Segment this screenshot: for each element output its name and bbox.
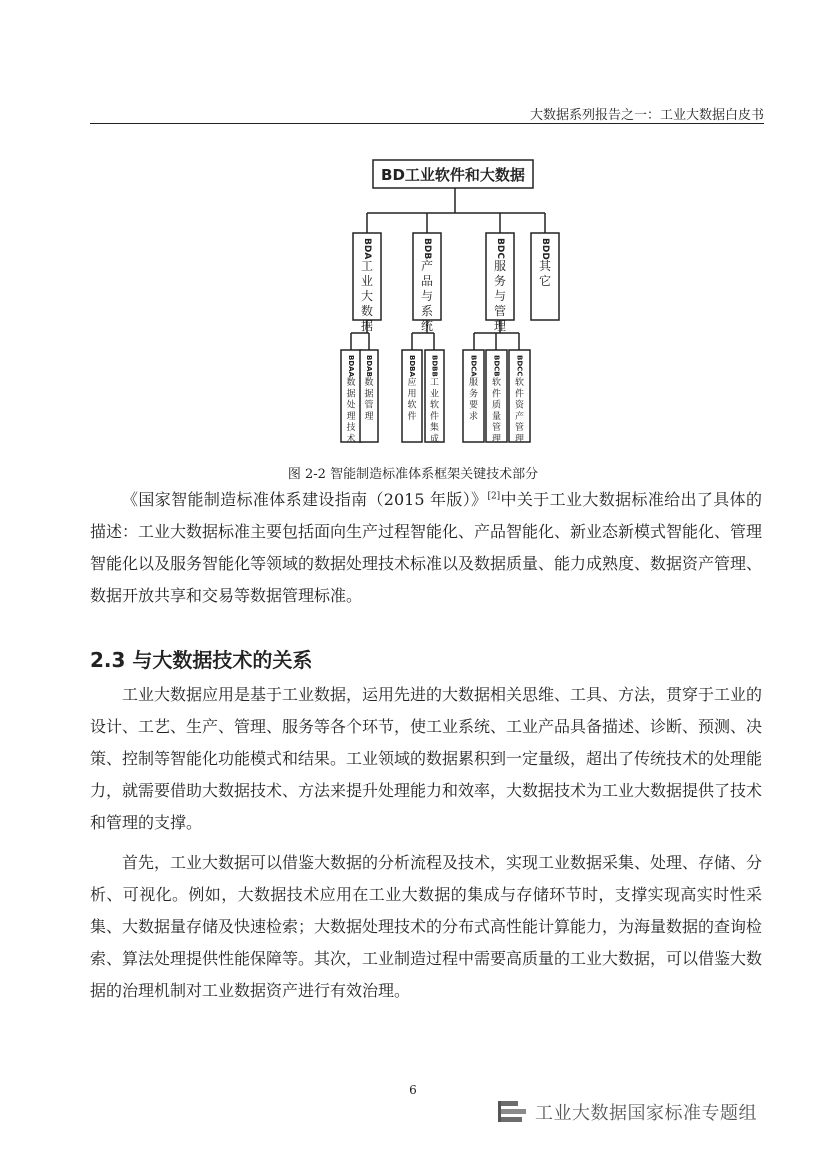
level2-node-bdca-label-char: 务 <box>468 389 479 400</box>
level1-node-bdb-label-char: 统 <box>420 319 434 334</box>
level1-node-bdb <box>413 233 441 333</box>
level2-node-bdba-code: BDBA <box>408 355 416 377</box>
level1-node-bdc-label-char: 与 <box>493 289 507 304</box>
level2-node-bdab-code: BDAB <box>365 355 373 377</box>
level2-node-bdaa-label-char: 技 <box>346 423 356 434</box>
level1-node-bda-label-char: 业 <box>360 274 374 289</box>
level2-node-bdbb-label-char: 业 <box>429 389 440 400</box>
level2-node-bdbb-label-char: 件 <box>429 411 440 422</box>
level2-node-bdab-label-char: 据 <box>364 389 374 400</box>
level2-node-bdaa-label-char: 处 <box>346 400 356 411</box>
level2-node-bdbb-label-char: 集 <box>429 423 440 434</box>
level2-node-bdca-label-char: 要 <box>468 400 479 411</box>
level2-node-bdbb-label-char: 成 <box>429 434 440 445</box>
level2-node-bdcb <box>486 350 507 444</box>
level2-node-bdab <box>360 350 378 442</box>
level1-node-bda-label-char: 据 <box>360 319 374 334</box>
level2-node-bdcb-code: BDCB <box>492 355 501 377</box>
level1-node-bda-label-char: 数 <box>360 304 374 319</box>
level2-node-bdba <box>402 350 422 442</box>
level2-node-bdba-label-char: 软 <box>407 400 417 411</box>
level2-node-bdcb-label-char: 件 <box>491 389 502 400</box>
level2-node-bdaa-label-char: 数 <box>346 378 356 389</box>
level1-node-bda-label-char: 大 <box>360 289 374 304</box>
level2-node-bdcc-label-char: 资 <box>514 400 525 411</box>
level2-node-bdba-label-char: 用 <box>407 389 417 400</box>
level2-node-bdcb-label-char: 量 <box>491 411 502 422</box>
level1-node-bdc-label-char: 服 <box>493 259 507 274</box>
level1-node-bdb-label-char: 与 <box>420 289 434 304</box>
level2-node-bdbb-code: BDBB <box>430 355 439 377</box>
level2-node-bdcc-label-char: 产 <box>514 411 525 422</box>
footer-brand <box>497 1096 757 1128</box>
level2-node-bdab-label-char: 管 <box>364 400 374 411</box>
level1-node-bdd <box>531 233 559 320</box>
level2-node-bdca <box>463 350 484 442</box>
level1-node-bdc-label-char: 管 <box>493 304 507 319</box>
level2-node-bdbb <box>425 350 444 444</box>
level1-node-bdc-label-char: 理 <box>493 319 507 334</box>
level2-node-bdaa-label-char: 术 <box>346 434 356 445</box>
reference-marker: [2] <box>487 491 501 502</box>
paragraph-standards-guide <box>90 484 762 612</box>
level1-node-bda <box>353 233 381 333</box>
level2-node-bdcb-label-char: 软 <box>491 378 502 389</box>
level1-node-bdb-code: BDB <box>422 238 432 260</box>
figure-caption: 图 2-2 智能制造标准体系框架关键技术部分 <box>287 467 539 482</box>
level1-node-bdb-label-char: 产 <box>420 259 434 274</box>
diagram-level2-nodes <box>341 350 530 444</box>
level2-node-bdcc-label-char: 软 <box>514 378 525 389</box>
level1-node-bdd-code: BDD <box>540 238 550 260</box>
section-heading: 2.3 与大数据技术的关系 <box>90 648 313 672</box>
header-title: 大数据系列报告之一：工业大数据白皮书 <box>529 108 764 123</box>
footer-brand-text: 工业大数据国家标准专题组 <box>535 1103 757 1124</box>
level2-node-bdcc <box>509 350 530 444</box>
level2-node-bdbb-label-char: 软 <box>429 400 440 411</box>
paragraph-analysis: 首先，工业大数据可以借鉴大数据的分析流程及技术，实现工业数据采集、处理、存储、分析、可视化。例如，大数据技术应用在工业大数据的集成与存储环节时，支撑实现高实时性采集、大数据量存储及快速检索；大数据处理技术的分布式高性能计算能力，为海量数据的查询检索、算法处理提供性能保障等。其次，工业制造过程中需要高质量的工业大数据，可以借鉴大数据的治理机制对工业数据资产进行有效治理。 <box>90 853 763 1000</box>
level2-node-bdbb-label-char: 工 <box>429 378 440 389</box>
level2-node-bdaa <box>341 350 361 444</box>
level2-node-bdcc-label-char: 管 <box>514 423 525 434</box>
stacked-books-logo-icon <box>497 1098 527 1126</box>
level2-node-bdab-label-char: 理 <box>364 411 374 422</box>
diagram-root-node <box>373 160 533 188</box>
level2-node-bdba-label-char: 件 <box>407 411 417 422</box>
level2-node-bdcb-label-char: 理 <box>491 434 502 445</box>
level1-node-bdc <box>486 233 514 333</box>
level2-node-bdcb-label-char: 质 <box>491 400 502 411</box>
level2-node-bdca-label-char: 求 <box>468 411 479 422</box>
page-number: 6 <box>409 1083 417 1097</box>
level2-node-bdaa-label-char: 理 <box>346 411 356 422</box>
level1-node-bdc-code: BDC <box>495 238 505 259</box>
level2-node-bdcc-label-char: 件 <box>514 389 525 400</box>
guide-description-text: 中关于工业大数据标准给出了具体的描述：工业大数据标准主要包括面向生产过程智能化、产品智能化、新业态新模式智能化、管理智能化以及服务智能化等领域的数据处理技术标准以及数据质量、能力成熟度、数据资产管理、数据开放共享和交易等数据管理标准。 <box>90 490 763 605</box>
level2-node-bdcc-code: BDCC <box>515 355 524 377</box>
diagram-level1-nodes <box>353 233 559 333</box>
level2-node-bdcb-label-char: 管 <box>491 423 502 434</box>
level2-node-bdca-label-char: 服 <box>468 378 479 389</box>
level1-node-bda-code: BDA <box>362 238 372 260</box>
guide-title-text: 《国家智能制造标准体系建设指南（2015 年版）》 <box>122 490 488 509</box>
level1-node-bdd-label-char: 其 <box>538 259 552 274</box>
level1-node-bdd-label-char: 它 <box>538 274 552 289</box>
level1-node-bdb-label-char: 品 <box>420 274 434 289</box>
svg-text:BD工业软件和大数据: BD工业软件和大数据 <box>381 166 525 184</box>
level2-node-bdaa-label-char: 据 <box>346 389 356 400</box>
standards-framework-diagram <box>0 150 826 450</box>
level1-node-bdb-label-char: 系 <box>420 304 434 319</box>
level2-node-bdaa-code: BDAA <box>347 355 355 377</box>
level1-node-bda-label-char: 工 <box>360 259 374 274</box>
level2-node-bdba-label-char: 应 <box>407 378 417 389</box>
level2-node-bdca-code: BDCA <box>469 355 478 377</box>
level2-node-bdcc-label-char: 理 <box>514 434 525 445</box>
header-divider <box>90 123 764 124</box>
paragraph-relationship: 工业大数据应用是基于工业数据，运用先进的大数据相关思维、工具、方法，贯穿于工业的设计、工艺、生产、管理、服务等各个环节，使工业系统、工业产品具备描述、诊断、预测、决策、控制等智能化功能模式和结果。工业领域的数据累积到一定量级，超出了传统技术的处理能力，就需要借助大数据技术、方法来提升处理能力和效率，大数据技术为工业大数据提供了技术和管理的支撑。 <box>90 685 763 832</box>
level1-node-bdc-label-char: 务 <box>493 274 507 289</box>
level2-node-bdab-label-char: 数 <box>364 378 374 389</box>
